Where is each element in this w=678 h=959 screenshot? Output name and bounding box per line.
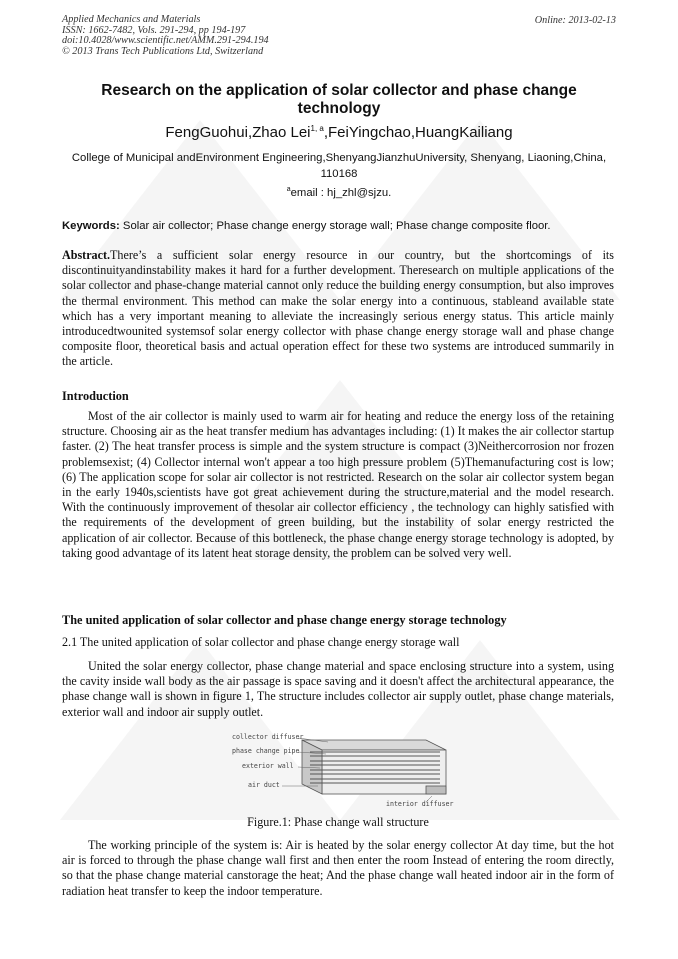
authors-first: FengGuohui,Zhao Lei — [165, 124, 311, 141]
label-interior-diffuser: interior diffuser — [386, 800, 454, 808]
keywords — [62, 220, 616, 232]
doi-line: doi:10.4028/www.scientific.net/AMM.291-294.194 — [62, 35, 269, 47]
email-text: email : hj_zhl@sjzu. — [290, 187, 392, 199]
authors-rest: ,FeiYingchao,HuangKailiang — [323, 124, 513, 141]
intro-paragraph: Most of the air collector is mainly used to warm air for heating and reduce the energy loss of the retaining structure. Choosing air as the heat transfer medium has advantages including: (1) It makes the air collector startup faster. (2) The heat transfer process is simple and the system structure is compact (3)Neithercorrosion nor frozen problemsexist; (4) Collector internal won't appear a too high pressure problem (5)Themanufacturing cost is low; (6) The application scope for solar air collector is not restricted. Research on the solar air collector system began in the early 1940s,scientists have got great achievement during the structure,material and the model research. With the continuously improvement of thesolar air collector efficiency , the technology can highly satisfied with the requirements of the development of green building, but the instability of solar energy restricted the application of air collector. Because of this bottleneck, the phase change energy storage technology is adopted, by taking good advantage of its latent heat storage density, the problem can be solved very well. — [62, 409, 614, 560]
abstract — [62, 248, 614, 370]
figure-caption: Figure.1: Phase change wall structure — [247, 815, 429, 829]
email-line — [62, 186, 616, 199]
abstract-text: There’s a sufficient solar energy resource in our country, but the shortcomings of its discontinuityandinstability makes it hard for a further development. Theresearch on multiple applications of the solar collector and phase-change material cannot only reduce the building energy consumption, but also improves the thermal environment. This method can make the solar energy into a continuous, stableand available state which has a very important meaning to alleviate the increasingly serious energy status. This article mainly introducedtwounited systemsof solar energy collector with phase change energy storage wall and phase change composite floor, theoretical basis and actual operation effect for these two systems are introduced summarily in the article. — [62, 248, 614, 369]
intro-heading: Introduction — [62, 389, 129, 403]
issn-line: ISSN: 1662-7482, Vols. 291-294, pp 194-197 — [62, 24, 246, 36]
wall-structure-diagram — [228, 730, 454, 810]
affiliation: College of Municipal andEnvironment Engineering,ShenyangJianzhuUniversity, Shenyang, Liaoning,China, 110168 — [71, 152, 607, 180]
journal-name: Applied Mechanics and Materials — [62, 14, 201, 25]
journal-header — [62, 15, 269, 57]
label-collector-diffuser: collector diffuser — [232, 733, 304, 741]
working-paragraph: The working principle of the system is: Air is heated by the solar energy collector At day time, but the hot air is forced to through the phase change wall first and then enter the room Instead of entering the room directly, so that the phase change material canstorage the heat; And the phase change wall heated indoor air in the form of radiation heat transfer to keep the indoor temperature. — [62, 838, 614, 898]
label-exterior-wall: exterior wall — [242, 762, 294, 770]
phase-change-wall-figure — [228, 730, 454, 810]
label-phase-change-pipe: phase change pipe — [232, 747, 300, 755]
copyright-line: © 2013 Trans Tech Publications Ltd, Switzerland — [62, 45, 264, 57]
keywords-text: Solar air collector; Phase change energy storage wall; Phase change composite floor. — [119, 220, 551, 232]
author-mark: 1, a — [310, 124, 324, 133]
section2-paragraph: United the solar energy collector, phase change material and space enclosing structure into a system, using the cavity inside wall body as the air passage is space saving and it doesn't affect the architectural appearance, the phase change wall is shown in figure 1, The structure includes collector air supply outlet, phase change materials, exterior wall and indoor air supply outlet. — [62, 659, 614, 719]
abstract-label: Abstract. — [62, 248, 111, 262]
section2-subheading: 2.1 The united application of solar collector and phase change energy storage wall — [62, 635, 460, 649]
author-list — [62, 124, 616, 141]
paper-title: Research on the application of solar collector and phase change technology — [101, 82, 577, 117]
online-date: Online: 2013-02-13 — [534, 15, 616, 26]
section2-heading: The united application of solar collector and phase change energy storage technology — [62, 613, 507, 627]
keywords-label: Keywords: — [62, 220, 120, 232]
label-air-duct: air duct — [248, 781, 280, 789]
email-mark: a — [286, 186, 291, 193]
